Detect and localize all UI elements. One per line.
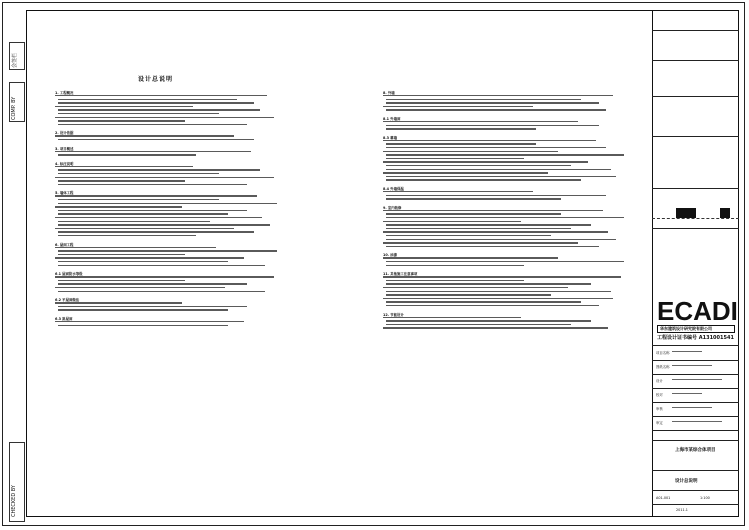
title-block-label: 项目名称 [656, 351, 670, 355]
section-heading: 8.1 外墙面 [383, 117, 401, 121]
section-heading: 6. 屋面工程 [55, 242, 74, 247]
text-line [55, 257, 244, 258]
section-heading: 8.4 外墙保温 [383, 187, 404, 191]
text-line [58, 113, 219, 114]
text-line [386, 235, 551, 236]
section-heading: 11. 其他施工注意事项 [383, 272, 418, 277]
text-line [58, 306, 247, 307]
text-line [58, 203, 277, 204]
title-block-label: 审核 [656, 407, 663, 411]
text-line [55, 321, 244, 322]
text-line [55, 206, 182, 207]
binding-label-3: CHECKED BY [11, 485, 17, 517]
text-line [386, 217, 624, 218]
text-line [386, 294, 551, 295]
section-heading: 2. 设计依据 [55, 131, 74, 136]
text-line [383, 257, 558, 258]
text-line [383, 121, 578, 122]
text-line [383, 191, 533, 192]
text-line [386, 158, 524, 159]
title-block-line [652, 440, 739, 441]
text-line [58, 291, 265, 292]
drawing-name: 设计总说明 [675, 479, 698, 484]
text-line [58, 99, 237, 100]
text-line [386, 324, 571, 325]
text-line [55, 106, 193, 107]
title-block-line [652, 96, 739, 97]
text-line [386, 125, 599, 126]
title-block-label: 图纸名称 [656, 365, 670, 369]
title-block-line [652, 30, 739, 31]
text-line [58, 210, 247, 211]
text-line [58, 120, 185, 121]
title-block-value-line [672, 365, 712, 366]
section-heading: 4. 标注说明 [55, 161, 74, 166]
text-line [383, 327, 608, 328]
text-line [386, 147, 606, 148]
text-line [58, 224, 270, 225]
title-block-line [652, 402, 739, 403]
section-heading: 8.3 幕墙 [383, 135, 397, 140]
title-block-line [652, 430, 739, 431]
text-line [383, 221, 521, 222]
section-heading: 6.2 平屋面做法 [55, 298, 80, 303]
section-heading: 6.3 斜屋面 [55, 317, 73, 321]
section-heading: 12. 节能设计 [383, 312, 404, 317]
text-line [58, 221, 210, 222]
text-line [386, 283, 591, 284]
section-heading: 1. 工程概况 [55, 91, 74, 95]
sheet-inner-border [26, 10, 739, 517]
text-line [58, 261, 228, 262]
text-line [58, 231, 254, 232]
binding-label-2: COMP. BY [11, 96, 17, 120]
title-block-line [652, 470, 739, 471]
binding-margin [2, 2, 26, 526]
text-line [386, 228, 571, 229]
text-line [386, 224, 591, 225]
title-block-label: 设计 [656, 379, 663, 383]
title-block-value-line [672, 407, 712, 408]
text-line [58, 109, 260, 110]
title-block-label: 校对 [656, 393, 663, 397]
text-line [383, 287, 568, 288]
drawing-date: 2011.1 [676, 508, 688, 512]
title-block-divider [652, 218, 739, 220]
text-line [386, 165, 571, 166]
text-line [58, 213, 228, 214]
text-line [58, 265, 265, 266]
text-line [383, 210, 603, 211]
approval-stamp [676, 208, 696, 218]
text-line [383, 172, 548, 173]
text-line [55, 117, 274, 118]
text-line [386, 213, 561, 214]
title-block-line [652, 60, 739, 61]
text-line [55, 302, 182, 303]
text-line [386, 198, 561, 199]
text-line [386, 301, 581, 302]
section-heading: 10. 油漆 [383, 253, 397, 258]
text-line [55, 217, 262, 218]
sheet-title: 设计总说明 [138, 76, 174, 83]
certificate-number: 工程设计证书编号 A131001541 [657, 335, 734, 341]
text-line [386, 128, 536, 129]
text-line [55, 228, 234, 229]
text-line [58, 280, 185, 281]
title-block-line [652, 188, 739, 189]
text-line [386, 102, 599, 103]
text-line [58, 325, 228, 326]
text-line [383, 106, 533, 107]
title-block-value-line [672, 351, 702, 352]
text-line [58, 254, 185, 255]
text-line [55, 247, 216, 248]
text-line [383, 231, 608, 232]
text-line [386, 169, 611, 170]
text-line [383, 242, 578, 243]
title-block-line [652, 388, 739, 389]
text-line [55, 195, 257, 196]
text-line [386, 179, 581, 180]
text-line [383, 140, 596, 141]
text-line [55, 135, 234, 136]
company-logo: ECADI [657, 296, 738, 326]
text-line [386, 143, 536, 144]
title-block-value-line [672, 421, 722, 422]
text-line [383, 161, 588, 162]
section-heading: 3. 项目概述 [55, 146, 74, 151]
text-line [383, 298, 613, 299]
text-line [386, 195, 606, 196]
section-heading: 9. 室内装修 [383, 205, 402, 210]
text-line [58, 250, 277, 251]
text-line [58, 169, 260, 170]
text-line [386, 154, 624, 155]
text-line [383, 317, 521, 318]
project-name: 上海市某综合体项目 [675, 448, 716, 453]
title-block-line [652, 490, 739, 491]
title-block-label: 审定 [656, 421, 663, 425]
text-line [386, 280, 524, 281]
text-line [58, 235, 196, 236]
title-block-line [652, 228, 739, 229]
text-line [58, 283, 247, 284]
text-line [58, 173, 219, 174]
text-line [383, 276, 621, 277]
text-line [55, 177, 274, 178]
text-line [383, 151, 558, 152]
title-block-line [652, 360, 739, 361]
title-block-value-line [672, 393, 702, 394]
text-line [55, 166, 193, 167]
title-block-line [652, 345, 739, 346]
drawing-number: A01-001 [656, 496, 671, 500]
text-line [386, 176, 616, 177]
section-heading: 6.1 屋面防水等级 [55, 272, 83, 277]
text-line [58, 102, 254, 103]
text-line [58, 309, 228, 310]
text-line [383, 95, 613, 96]
text-line [58, 139, 254, 140]
text-line [386, 99, 581, 100]
binding-label-1: 会签栏 [12, 52, 18, 68]
text-line [386, 320, 591, 321]
text-line [386, 305, 599, 306]
title-block-line [652, 416, 739, 417]
text-line [386, 239, 616, 240]
text-line [58, 180, 185, 181]
text-line [58, 199, 219, 200]
section-heading: 8. 外墙 [383, 91, 395, 95]
text-line [386, 246, 599, 247]
company-subtitle: 华东建筑设计研究院有限公司 [657, 325, 735, 333]
title-block-line [652, 504, 739, 505]
title-block-value-line [672, 379, 722, 380]
text-line [386, 291, 611, 292]
text-line [386, 109, 606, 110]
text-line [55, 276, 274, 277]
text-line [55, 287, 225, 288]
text-line [58, 154, 196, 155]
title-block-line [652, 136, 739, 137]
text-line [58, 184, 247, 185]
text-line [58, 124, 247, 125]
text-line [55, 151, 251, 152]
text-line [386, 261, 624, 262]
approval-stamp-2 [720, 208, 730, 218]
text-line [55, 95, 267, 96]
section-heading: 5. 墙体工程 [55, 191, 74, 196]
title-block-line [652, 374, 739, 375]
drawing-scale: 1:100 [700, 496, 710, 500]
text-line [386, 265, 524, 266]
